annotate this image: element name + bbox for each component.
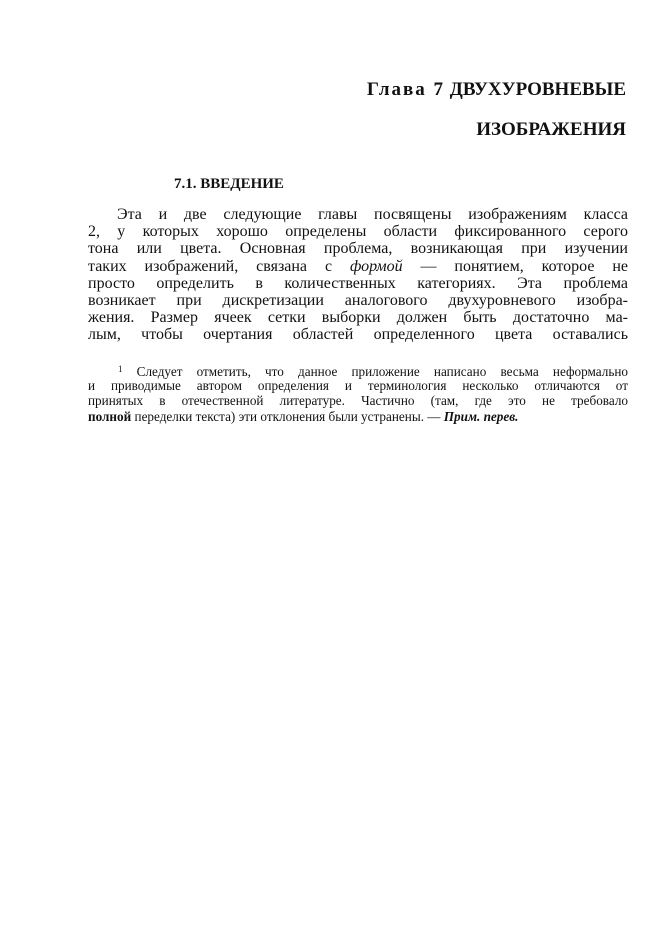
footnote-line: принятых в отечественной литературе. Частично (там, где это не требовало (88, 393, 628, 409)
footnote-text: переделки текста) эти отклонения были устранены. — (134, 408, 441, 424)
section-title: 7.1. ВВЕДЕНИЕ (174, 176, 284, 192)
footnote-text: Следует отметить, что данное приложение написано весьма неформально (136, 364, 628, 379)
footnote-bold-word: полной (88, 408, 132, 424)
body-line: 2, у которых хорошо определены области фиксированного серого (88, 223, 628, 241)
footnote-marker: 1 (118, 364, 123, 374)
footnote (88, 362, 628, 424)
body-line-part: таких изображений, связана с (88, 257, 333, 275)
body-line-part: — понятием, которое не (420, 257, 629, 275)
body-line: просто определить в количественных категориях. Эта проблема (88, 274, 628, 292)
chapter-title-part2: ИЗОБРАЖЕНИЯ (476, 119, 626, 140)
footnote-line: и приводимые автором определения и терминология несколько отличаются от (88, 377, 628, 393)
body-line (88, 258, 628, 275)
body-line: Эта и две следующие главы посвящены изображениям класса (117, 206, 628, 223)
footnote-line (88, 409, 628, 425)
translator-note-mark: Прим. перев. (443, 408, 519, 424)
body-paragraph (88, 206, 628, 344)
body-line: жения. Размер ячеек сетки выборки должен быть достаточно ма- (88, 309, 628, 327)
chapter-title-part1: ДВУХУРОВНЕВЫЕ (449, 79, 626, 100)
chapter-heading (367, 79, 626, 101)
body-line: лым, чтобы очертания областей определенного цвета оставались (88, 326, 628, 344)
body-emphasis-term: формой (350, 257, 403, 275)
footnote-line (88, 362, 628, 378)
body-line: тона или цвета. Основная проблема, возникающая при изучении (88, 240, 628, 258)
chapter-label: Глава 7 (366, 79, 446, 100)
body-line: возникает при дискретизации аналогового двухуровневого изобра- (88, 291, 628, 309)
